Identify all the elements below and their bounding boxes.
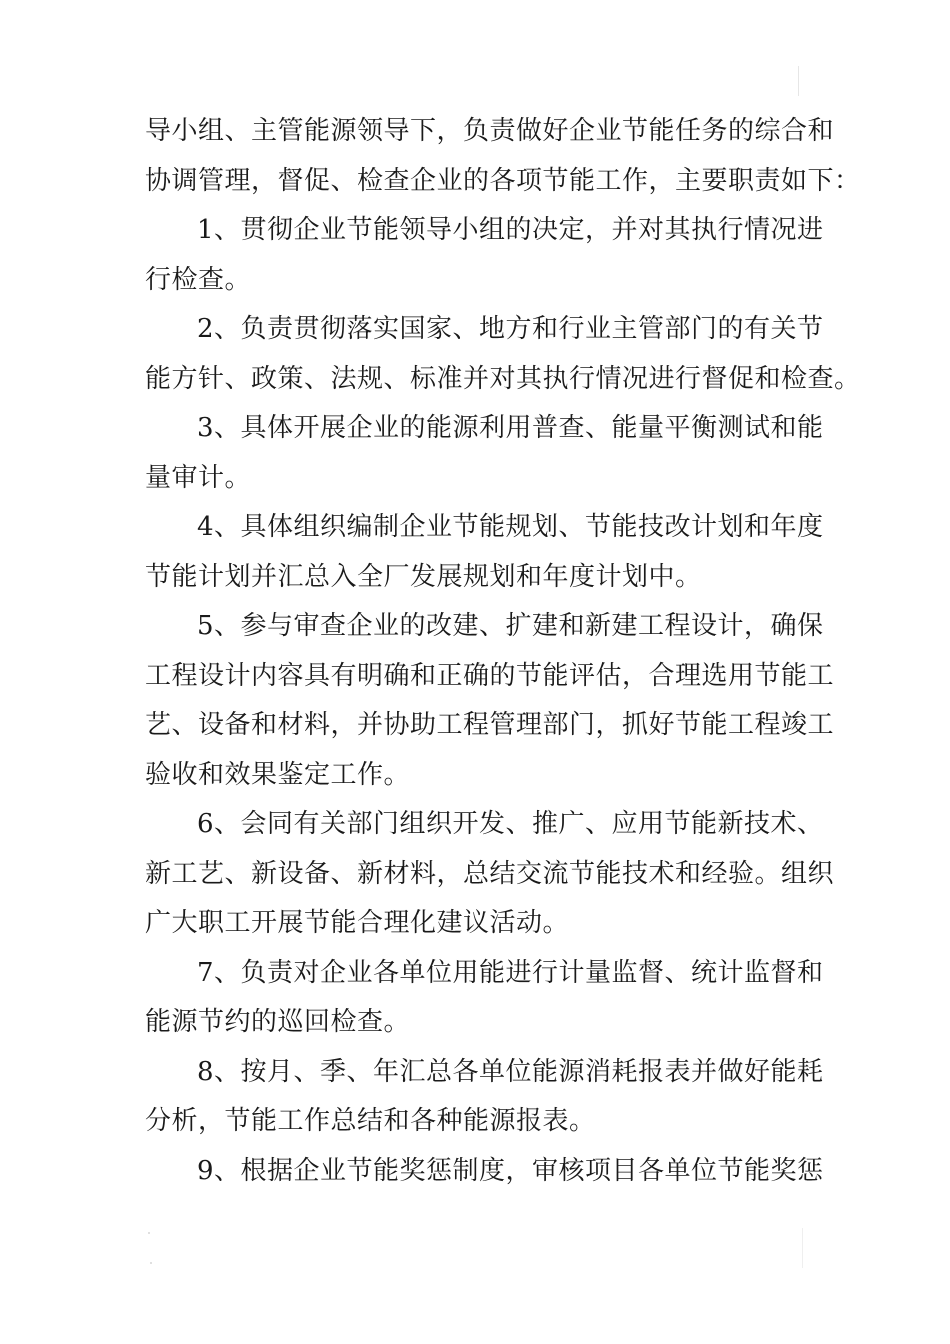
text-line: 协调管理，督促、检查企业的各项节能工作，主要职责如下：	[145, 165, 861, 196]
text-line: 工程设计内容具有明确和正确的节能评估，合理选用节能工	[145, 660, 835, 691]
page-edge-mark	[798, 66, 799, 96]
text-line: 节能计划并汇总入全厂发展规划和年度计划中。	[145, 561, 702, 592]
scan-speck	[150, 1262, 152, 1264]
scan-speck	[148, 1232, 150, 1234]
list-item-line: 2、负责贯彻落实国家、地方和行业主管部门的有关节	[197, 314, 824, 344]
text-line: 行检查。	[145, 264, 252, 295]
list-item-line: 3、具体开展企业的能源利用普查、能量平衡测试和能	[197, 413, 824, 443]
list-item-line: 5、参与审查企业的改建、扩建和新建工程设计，确保	[197, 611, 824, 641]
list-item-line: 4、具体组织编制企业节能规划、节能技改计划和年度	[197, 512, 824, 542]
text-line: 分析，节能工作总结和各种能源报表。	[145, 1106, 596, 1136]
list-item-line: 8、按月、季、年汇总各单位能源消耗报表并做好能耗	[197, 1056, 824, 1087]
text-line: 验收和效果鉴定工作。	[145, 759, 411, 790]
text-line: 导小组、主管能源领导下，负责做好企业节能任务的综合和	[145, 116, 835, 146]
list-item-line: 7、负责对企业各单位用能进行计量监督、统计监督和	[197, 957, 824, 988]
page-edge-mark	[802, 1228, 803, 1268]
text-line: 广大职工开展节能合理化建议活动。	[145, 908, 570, 938]
list-item-line: 9、根据企业节能奖惩制度，审核项目各单位节能奖惩	[197, 1155, 824, 1186]
text-line: 能源节约的巡回检查。	[145, 1007, 411, 1037]
list-item-line: 6、会同有关部门组织开发、推广、应用节能新技术、	[197, 809, 824, 839]
text-line: 艺、设备和材料，并协助工程管理部门，抓好节能工程竣工	[145, 710, 835, 740]
text-line: 新工艺、新设备、新材料，总结交流节能技术和经验。组织	[145, 858, 835, 889]
text-line: 量审计。	[145, 462, 252, 493]
list-item-line: 1、贯彻企业节能领导小组的决定，并对其执行情况进	[197, 215, 824, 245]
body-text	[145, 107, 861, 1196]
text-line: 能方针、政策、法规、标准并对其执行情况进行督促和检查。	[145, 363, 861, 394]
